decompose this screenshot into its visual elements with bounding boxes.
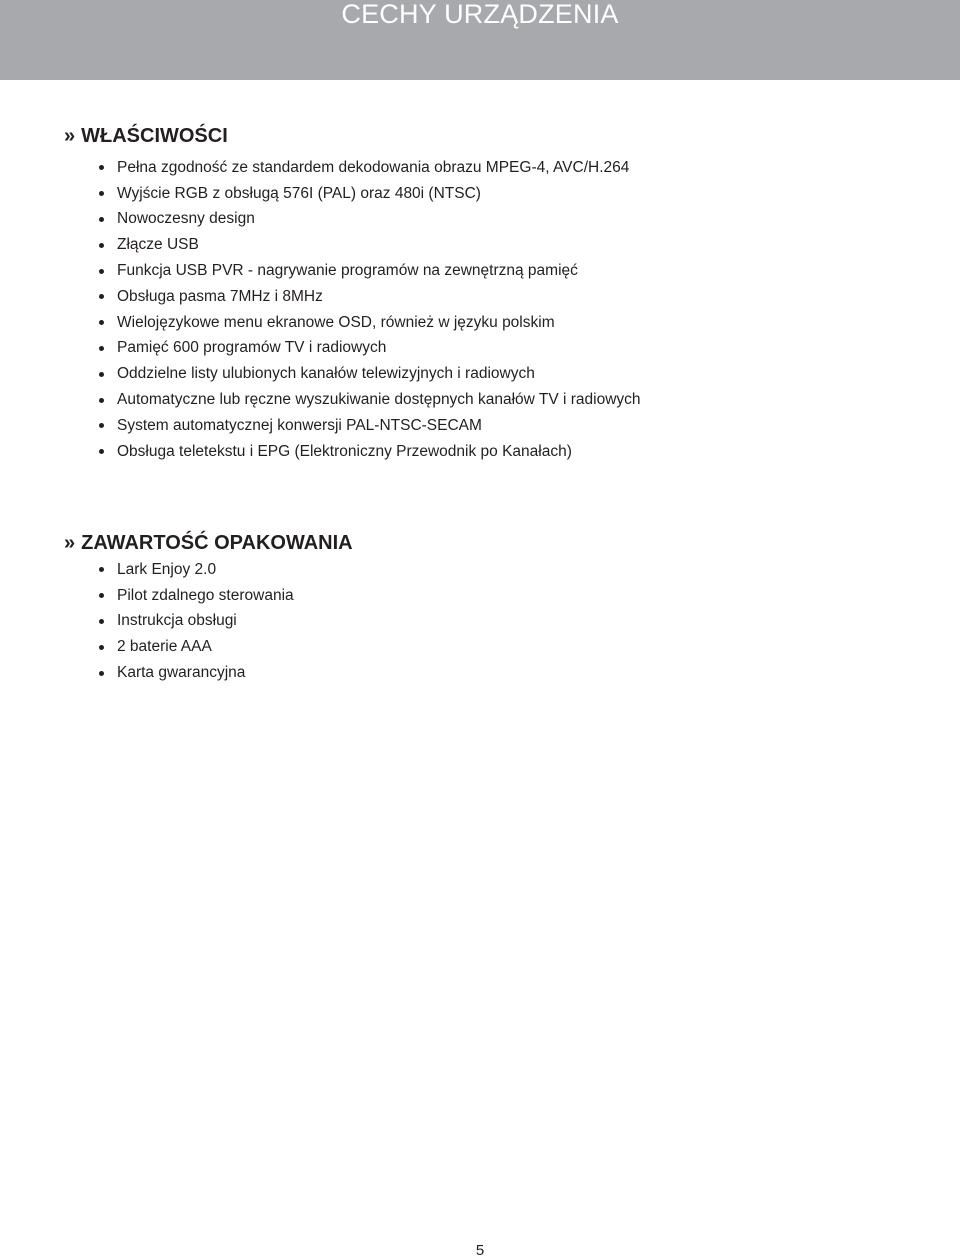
list-item [64,361,641,387]
list-item-text: System automatycznej konwersji PAL-NTSC-SECAM [117,416,482,434]
list-item [64,609,353,635]
section-heading-features [64,124,641,148]
list-item-text: Obsługa teletekstu i EPG (Elektroniczny Przewodnik po Kanałach) [117,442,572,460]
list-item-text: Pilot zdalnego sterowania [117,586,294,604]
bullet-icon [99,346,104,351]
list-item [64,387,641,413]
bullet-icon [99,320,104,325]
list-item-text: Lark Enjoy 2.0 [117,560,217,578]
list-item [64,207,641,233]
section-heading-package [64,531,353,555]
list-item-text: Wielojęzykowe menu ekranowe OSD, również w języku polskim [117,313,555,331]
list-item-text: Karta gwarancyjna [117,664,246,682]
list-item-text: Nowoczesny design [117,210,255,228]
list-item-text: Automatyczne lub ręczne wyszukiwanie dostępnych kanałów TV i radiowych [117,391,641,409]
list-item-text: Złącze USB [117,236,199,254]
bullet-icon [99,191,104,196]
list-item [64,634,353,660]
package-contents-section [64,531,353,686]
features-list [64,155,641,465]
list-item-text: Instrukcja obsługi [117,612,237,630]
list-item-text: Funkcja USB PVR - nagrywanie programów na zewnętrzną pamięć [117,262,578,280]
list-item [64,660,353,686]
page-title: CECHY URZĄDZENIA [341,0,619,29]
bullet-icon [99,619,104,624]
bullet-icon [99,217,104,222]
section-title: ZAWARTOŚĆ OPAKOWANIA [81,532,353,554]
list-item [64,583,353,609]
list-item [64,155,641,181]
list-item [64,336,641,362]
bullet-icon [99,567,104,572]
list-item [64,258,641,284]
list-item [64,284,641,310]
list-item-text: Pełna zgodność ze standardem dekodowania obrazu MPEG-4, AVC/H.264 [117,158,630,176]
section-title: WŁAŚCIWOŚCI [81,125,228,147]
bullet-icon [99,645,104,650]
chevron-icon: » [64,125,76,147]
list-item-text: Obsługa pasma 7MHz i 8MHz [117,287,323,305]
bullet-icon [99,398,104,403]
list-item [64,413,641,439]
chevron-icon: » [64,532,76,554]
list-item-text: Oddzielne listy ulubionych kanałów telewizyjnych i radiowych [117,365,535,383]
list-item-text: 2 baterie AAA [117,638,212,656]
bullet-icon [99,243,104,248]
bullet-icon [99,593,104,598]
list-item-text: Pamięć 600 programów TV i radiowych [117,339,387,357]
list-item [64,232,641,258]
list-item-text: Wyjście RGB z obsługą 576I (PAL) oraz 480i (NTSC) [117,184,481,202]
bullet-icon [99,423,104,428]
bullet-icon [99,269,104,274]
features-section [64,124,641,465]
bullet-icon [99,294,104,299]
bullet-icon [99,372,104,377]
list-item [64,439,641,465]
bullet-icon [99,449,104,454]
list-item [64,181,641,207]
package-list [64,557,353,686]
list-item [64,310,641,336]
list-item [64,557,353,583]
page-number: 5 [475,1242,485,1259]
bullet-icon [99,671,104,676]
bullet-icon [99,165,104,170]
